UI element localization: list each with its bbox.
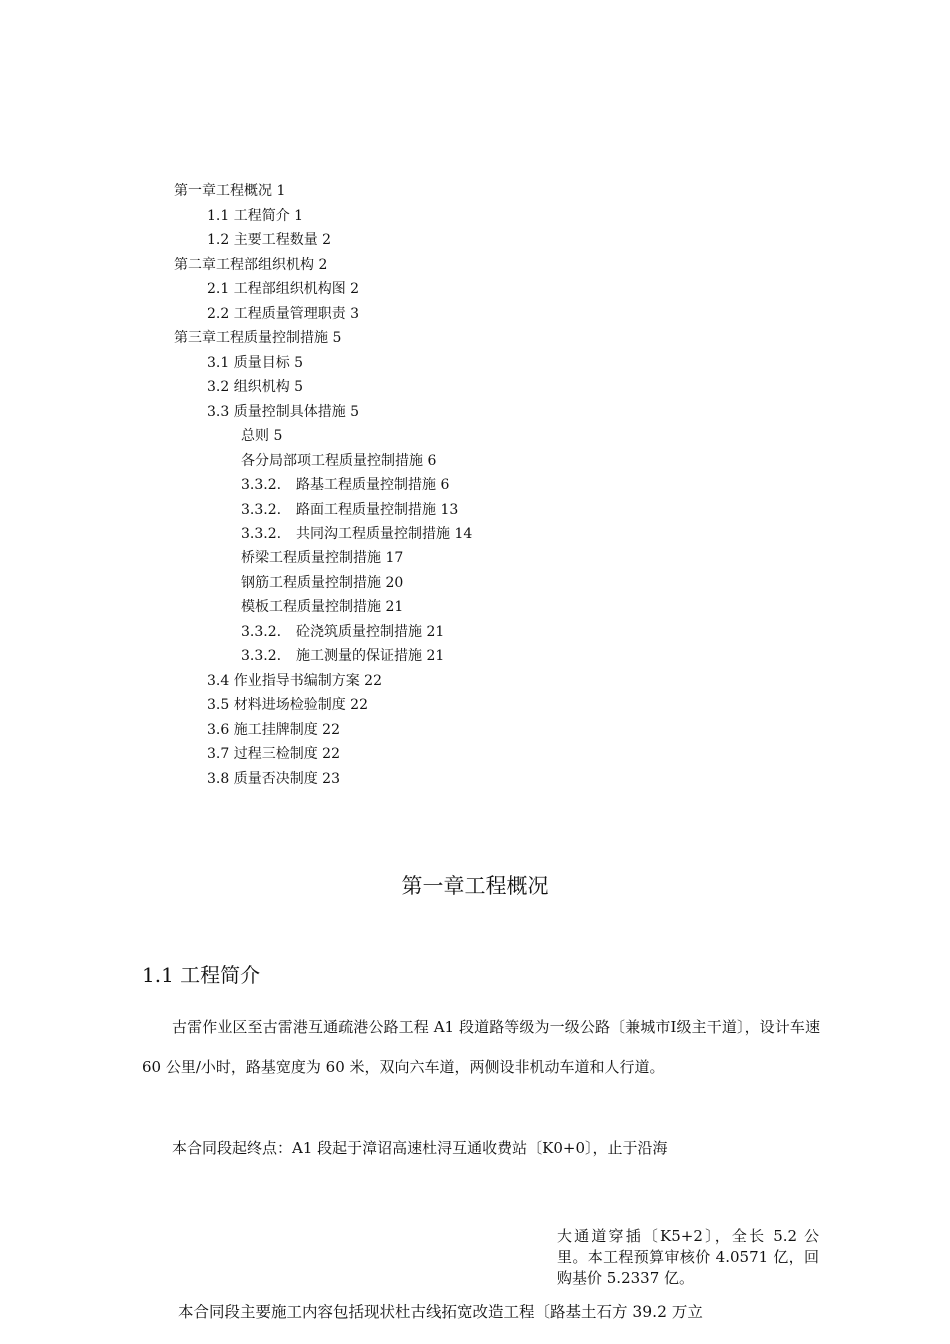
toc-entry-concrete[interactable]: 3.3.2. 砼浇筑质量控制措施 21 [241, 624, 445, 640]
toc-entry-3-6[interactable]: 3.6 施工挂牌制度 22 [207, 722, 340, 738]
toc-entry-3-7[interactable]: 3.7 过程三检制度 22 [207, 746, 340, 762]
toc-entry-subitems[interactable]: 各分局部项工程质量控制措施 6 [241, 453, 437, 469]
toc-entry-3-4[interactable]: 3.4 作业指导书编制方案 22 [207, 673, 382, 689]
toc-entry-2-2[interactable]: 2.2 工程质量管理职责 3 [207, 306, 360, 322]
chapter-title: 第一章工程概况 [401, 874, 549, 898]
toc-entry-3-2[interactable]: 3.2 组织机构 5 [207, 379, 304, 395]
toc-entry-3-8[interactable]: 3.8 质量否决制度 23 [207, 771, 340, 787]
toc-entry-roadbed[interactable]: 3.3.2. 路基工程质量控制措施 6 [241, 477, 450, 493]
toc-entry-1-1[interactable]: 1.1 工程简介 1 [207, 208, 304, 224]
body-paragraph-1: 古雷作业区至古雷港互通疏港公路工程 A1 段道路等级为一级公路〔兼城市Ⅰ级主干道〕，设计车速 60 公里/小时，路基宽度为 60 米，双向六车道，两侧设非机动车道和人行道。 [142, 1018, 820, 1076]
section-title: 1.1 工程简介 [142, 963, 261, 987]
body-paragraph-3: 本合同段主要施工内容包括现状杜古线拓宽改造工程〔路基土石方 39.2 万立 [178, 1303, 703, 1321]
toc-entry-bridge[interactable]: 桥梁工程质量控制措施 17 [241, 550, 404, 566]
body-paragraph-2: 本合同段起终点：A1 段起于漳诏高速杜浔互通收费站〔K0+0〕，止于沿海 [172, 1139, 668, 1157]
toc-entry-chapter-3[interactable]: 第三章工程质量控制措施 5 [174, 330, 342, 346]
floating-text-box: 大通道穿插〔K5+2〕，全长 5.2 公里。本工程预算审核价 4.0571 亿，回购基价 5.2337 亿。 [557, 1227, 819, 1287]
toc-entry-1-2[interactable]: 1.2 主要工程数量 2 [207, 232, 332, 248]
toc-entry-rebar[interactable]: 钢筋工程质量控制措施 20 [241, 575, 404, 591]
toc-entry-chapter-2[interactable]: 第二章工程部组织机构 2 [174, 257, 328, 273]
toc-entry-2-1[interactable]: 2.1 工程部组织机构图 2 [207, 281, 360, 297]
toc-entry-survey[interactable]: 3.3.2. 施工测量的保证措施 21 [241, 648, 445, 664]
toc-entry-3-3[interactable]: 3.3 质量控制具体措施 5 [207, 404, 360, 420]
toc-entry-formwork[interactable]: 模板工程质量控制措施 21 [241, 599, 404, 615]
toc-entry-3-5[interactable]: 3.5 材料进场检验制度 22 [207, 697, 368, 713]
toc-entry-chapter-1[interactable]: 第一章工程概况 1 [174, 183, 286, 199]
toc-entry-pavement[interactable]: 3.3.2. 路面工程质量控制措施 13 [241, 502, 459, 518]
toc-entry-utility-tunnel[interactable]: 3.3.2. 共同沟工程质量控制措施 14 [241, 526, 473, 542]
toc-entry-3-1[interactable]: 3.1 质量目标 5 [207, 355, 304, 371]
toc-entry-general[interactable]: 总则 5 [241, 428, 283, 444]
